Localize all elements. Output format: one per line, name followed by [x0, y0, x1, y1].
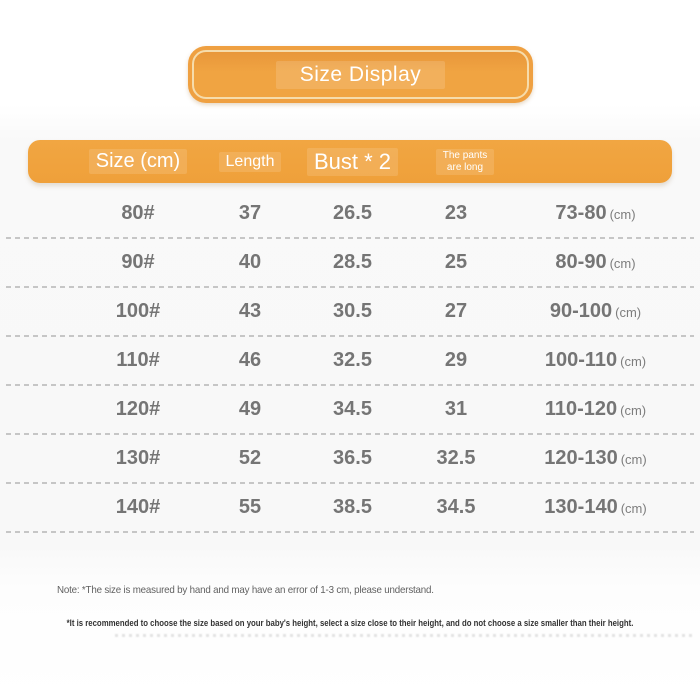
unit-label: (cm)	[609, 256, 636, 271]
length-cell: 49	[238, 398, 262, 420]
pants-cell: 34.5	[436, 496, 476, 518]
size-cell: 80#	[121, 202, 155, 224]
table-row	[28, 484, 672, 531]
height-range-cell: 73-80 (cm)	[555, 202, 636, 224]
height-range-cell: 130-140 (cm)	[544, 496, 647, 518]
bust-cell: 32.5	[333, 349, 372, 371]
height-range-cell: 110-120 (cm)	[544, 398, 647, 420]
size-cell: 120#	[115, 398, 161, 420]
bust-cell: 36.5	[333, 447, 372, 469]
row-separator	[6, 531, 694, 533]
size-cell: 140#	[115, 496, 161, 518]
pants-cell: 25	[444, 251, 468, 273]
unit-label: (cm)	[615, 305, 642, 320]
column-header-pants-length: The pants are long	[401, 149, 511, 175]
table-body	[0, 190, 700, 533]
length-cell: 46	[238, 349, 262, 371]
column-header-bust: Bust * 2	[304, 148, 401, 176]
table-row	[28, 190, 672, 237]
pants-cell: 27	[444, 300, 468, 322]
size-cell: 90#	[121, 251, 155, 273]
unit-label: (cm)	[620, 354, 647, 369]
pants-cell: 29	[444, 349, 468, 371]
size-cell: 130#	[115, 447, 161, 469]
size-display-banner-inner	[192, 50, 529, 99]
size-cell: 100#	[115, 300, 161, 322]
page-title: Size Display	[276, 61, 446, 89]
measurement-note: Note: *The size is measured by hand and may have an error of 1-3 cm, please understand.	[57, 584, 434, 596]
table-row	[28, 386, 672, 433]
pants-cell: 32.5	[436, 447, 476, 469]
unit-label: (cm)	[620, 452, 647, 467]
pants-cell: 31	[444, 398, 468, 420]
column-header-size: Size (cm)	[28, 149, 196, 174]
size-cell: 110#	[116, 349, 160, 371]
unit-label: (cm)	[620, 403, 647, 418]
faint-separator-artifact	[115, 634, 692, 637]
height-range-cell: 80-90 (cm)	[555, 251, 636, 273]
bust-cell: 28.5	[333, 251, 372, 273]
pants-cell: 23	[444, 202, 468, 224]
length-cell: 55	[238, 496, 262, 518]
height-range-cell: 90-100 (cm)	[549, 300, 642, 322]
table-row	[28, 239, 672, 286]
bust-cell: 34.5	[333, 398, 372, 420]
table-row	[28, 337, 672, 384]
length-cell: 40	[238, 251, 262, 273]
height-range-cell: 100-110 (cm)	[544, 349, 647, 371]
height-range-cell: 120-130 (cm)	[544, 447, 647, 469]
unit-label: (cm)	[620, 501, 647, 516]
length-cell: 52	[238, 447, 262, 469]
bust-cell: 26.5	[333, 202, 372, 224]
length-cell: 43	[238, 300, 262, 322]
bust-cell: 30.5	[333, 300, 372, 322]
size-recommendation-note: *It is recommended to choose the size based on your baby's height, select a size close to their height, and do not choose a size smaller than their height.	[66, 618, 634, 629]
table-row	[28, 288, 672, 335]
table-header-row	[28, 140, 672, 183]
length-cell: 37	[238, 202, 262, 224]
column-header-length: Length	[196, 152, 304, 172]
table-row	[28, 435, 672, 482]
unit-label: (cm)	[609, 207, 636, 222]
size-display-banner	[188, 46, 533, 103]
bust-cell: 38.5	[333, 496, 372, 518]
